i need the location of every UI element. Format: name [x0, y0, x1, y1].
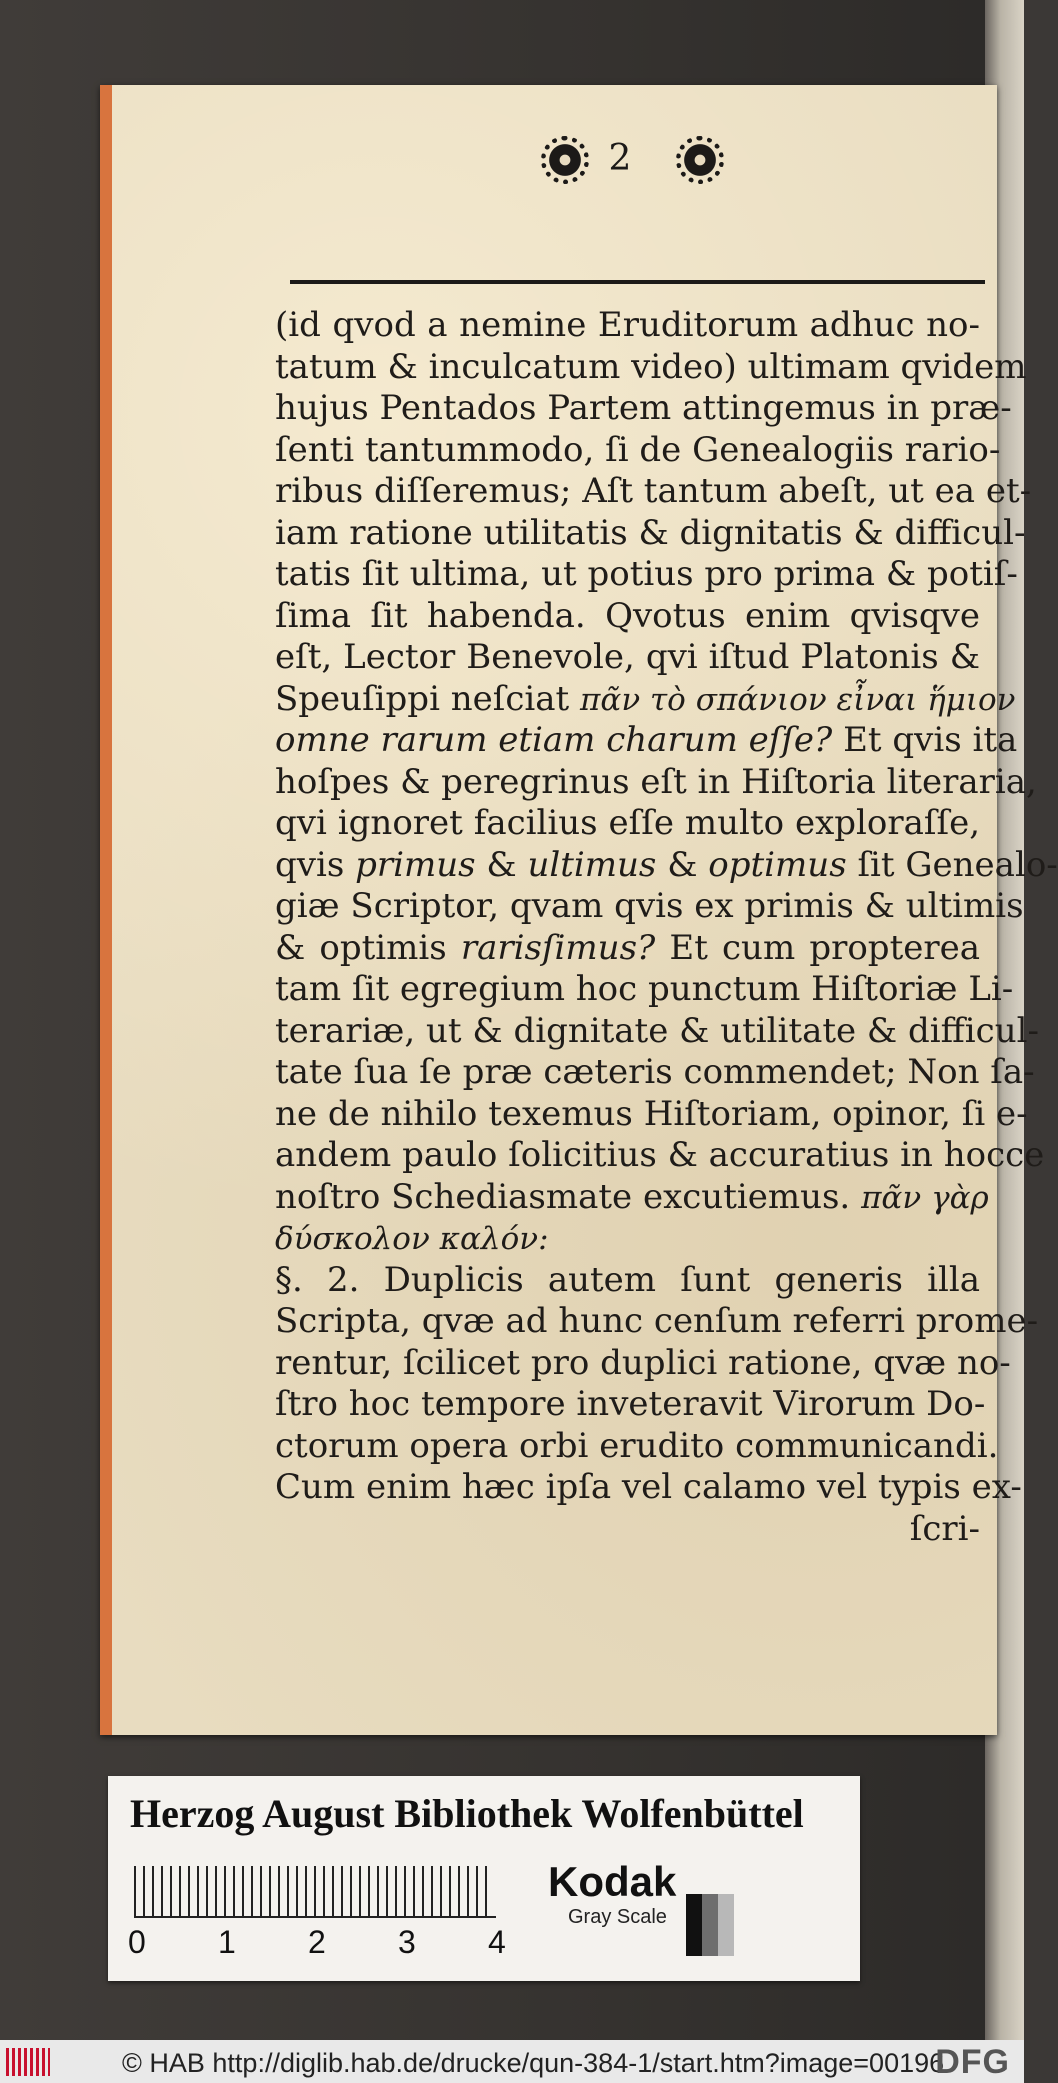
text-segment: Scripta, qvæ ad hunc cenſum referri prome- — [275, 1301, 1039, 1341]
left-ornament-icon — [545, 140, 585, 180]
text-segment: hujus Pentados Partem attingemus in præ- — [275, 388, 1012, 428]
text-line — [275, 928, 980, 970]
text-line — [275, 803, 980, 845]
text-segment: tam ſit egregium hoc punctum Hiſtoriæ Li- — [275, 969, 1014, 1009]
text-segment: qvi ignoret facilius eſſe multo exploraſſe, — [275, 803, 980, 843]
text-segment: & — [656, 844, 709, 885]
text-segment: hoſpes & peregrinus eſt in Hiſtoria literaria, — [275, 761, 1037, 802]
text-line — [275, 1384, 986, 1426]
scale-number: 3 — [398, 1924, 416, 1960]
text-segment: Cum enim hæc ipſa vel calamo vel typis ex- — [275, 1467, 1022, 1507]
text-line — [275, 1425, 999, 1468]
gray-swatch-mid — [702, 1894, 718, 1956]
page-text — [275, 305, 1058, 1550]
greek-text: πᾶν τὸ σπάνιον εἶναι ἥμιον — [580, 681, 1016, 718]
text-line — [275, 1342, 1011, 1385]
gray-swatch-black — [686, 1894, 702, 1956]
text-line — [275, 637, 980, 679]
scale-number: 2 — [308, 1924, 326, 1960]
text-segment: tatum & inculcatum video) ultimam qvidem — [275, 346, 1027, 387]
page-number: 2 — [608, 138, 632, 179]
text-line — [275, 388, 1012, 430]
text-segment: andem paulo ſolicitius & accuratius in hocce — [275, 1135, 1045, 1175]
greek-text: δύσκολον καλόν: — [275, 1221, 549, 1257]
hab-barcode-icon — [6, 2048, 50, 2076]
text-line — [275, 554, 1018, 596]
copyright-url[interactable]: © HAB http://diglib.hab.de/drucke/qun-384-1/start.htm?image=00196 — [122, 2048, 945, 2078]
italic-text: ultimus — [527, 844, 657, 885]
text-line — [275, 1467, 1022, 1509]
dfg-logo: DFG — [935, 2043, 1010, 2081]
text-line — [275, 1135, 1045, 1177]
text-segment: giæ Scriptor, qvam qvis ex primis & ultimis — [275, 886, 1024, 926]
text-segment: tatis ſit ultima, ut potius pro prima & potiſ- — [275, 554, 1018, 594]
ruler-baseline — [134, 1916, 496, 1918]
text-segment: eſt, Lector Benevole, qvi iſtud Platonis & — [275, 637, 980, 677]
scale-number: 4 — [488, 1924, 506, 1960]
text-line — [275, 346, 1027, 389]
header-rule — [290, 280, 985, 284]
scale-number: 1 — [218, 1924, 236, 1960]
text-line — [275, 305, 980, 347]
text-segment: ſit Genealo- — [846, 844, 1058, 885]
text-line — [275, 471, 1032, 513]
text-segment: ctorum opera orbi erudito communicandi. — [275, 1425, 999, 1466]
italic-text: primus — [355, 844, 476, 885]
italic-text: optimus — [708, 844, 847, 885]
text-line — [275, 1010, 1039, 1053]
right-ornament-icon — [680, 140, 720, 180]
text-segment: ſenti tantummodo, ſi de Genealogiis rario- — [275, 429, 1001, 470]
text-segment: rentur, ſcilicet pro duplici ratione, qvæ no- — [275, 1342, 1011, 1383]
text-line — [275, 1509, 980, 1551]
text-segment: ſcri- — [909, 1508, 980, 1549]
text-segment: tate ſua ſe præ cæteris commendet; Non ſa- — [275, 1052, 1035, 1092]
library-label — [108, 1776, 860, 1981]
text-line — [275, 1093, 1028, 1136]
text-line — [275, 1052, 1035, 1094]
text-segment: §. 2. Duplicis autem ſunt generis illa — [275, 1259, 980, 1300]
text-line — [275, 969, 1014, 1011]
text-line — [275, 1301, 1039, 1343]
italic-text: omne rarum etiam charum eſſe? — [275, 720, 833, 760]
text-line — [275, 886, 1024, 928]
text-segment: noſtro Schediasmate excutiemus. — [275, 1176, 862, 1217]
text-line — [275, 1218, 980, 1260]
kodak-brand: Kodak — [548, 1858, 677, 1905]
text-line — [275, 678, 1016, 721]
text-line — [275, 720, 1018, 762]
scale-ruler — [134, 1866, 494, 1918]
text-segment: Et qvis ita — [832, 720, 1018, 760]
text-segment: ne de nihilo texemus Hiſtoriam, opinor, ſi e- — [275, 1093, 1028, 1134]
italic-text: rarisſimus? — [460, 927, 656, 968]
text-segment: ribus diſſeremus; Aſt tantum abeſt, ut ea et- — [275, 471, 1032, 511]
gray-swatch-light — [718, 1894, 734, 1956]
viewer-footer — [0, 2040, 1024, 2083]
text-segment: & — [475, 844, 528, 885]
text-segment: terariæ, ut & dignitate & utilitate & difficul- — [275, 1010, 1039, 1051]
text-segment: (id qvod a nemine Eruditorum adhuc no- — [275, 305, 980, 345]
text-segment: ſtro hoc tempore inveteravit Virorum Do- — [275, 1384, 986, 1424]
scale-number: 0 — [128, 1924, 146, 1960]
text-segment: Speuſippi neſciat — [275, 678, 581, 719]
text-segment: ſima ſit habenda. Qvotus enim qvisqve — [275, 595, 980, 636]
text-line — [275, 429, 1001, 472]
text-line — [275, 512, 1026, 555]
text-line — [275, 844, 1058, 887]
text-line — [275, 596, 980, 638]
text-line — [275, 1176, 989, 1219]
text-segment: & optimis — [275, 927, 461, 968]
text-line — [275, 1260, 980, 1302]
library-name: Herzog August Bibliothek Wolfenbüttel — [130, 1791, 804, 1836]
text-line — [275, 761, 1037, 804]
gray-scale-label: Gray Scale — [568, 1906, 667, 1928]
text-segment: qvis — [275, 844, 356, 885]
text-segment: iam ratione utilitatis & dignitatis & difficul- — [275, 512, 1026, 553]
greek-text: πᾶν γὰρ — [861, 1179, 989, 1216]
text-segment: Et cum propterea — [655, 927, 980, 968]
